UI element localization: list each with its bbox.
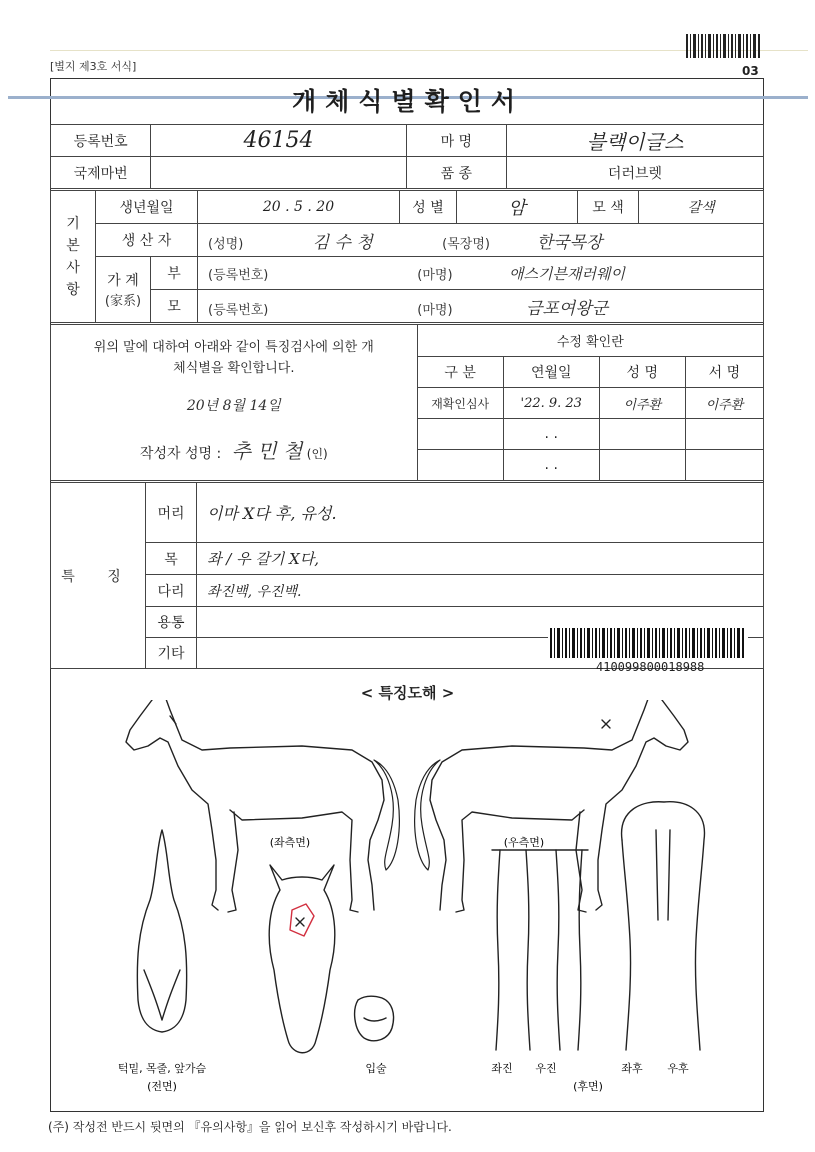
rev-header-sign: 서 명 bbox=[685, 357, 763, 388]
farm-value: 한국목장 bbox=[536, 232, 603, 253]
front-label: (전면) bbox=[147, 1080, 177, 1093]
writer-line bbox=[51, 435, 417, 464]
registration-table bbox=[50, 124, 764, 189]
item-barcode bbox=[548, 626, 748, 660]
producer-row bbox=[198, 224, 764, 257]
producer-sub-label: (성명) bbox=[208, 236, 244, 252]
fore-right-caption: 우진 bbox=[535, 1062, 557, 1075]
reg-number-label: 등록번호 bbox=[51, 125, 151, 157]
dam-label: 모 bbox=[151, 290, 198, 323]
right-side-caption: (우측면) bbox=[503, 836, 545, 849]
footer-note: (주) 작성전 반드시 뒷면의 『유의사항』을 읽어 보신후 작성하시기 바랍니다. bbox=[48, 1120, 452, 1134]
horse-right-side-icon bbox=[415, 700, 688, 912]
top-barcode-icon bbox=[686, 34, 762, 58]
confirm-table bbox=[50, 324, 764, 481]
rev-row3-name bbox=[599, 450, 685, 481]
rev-row1-name: 이주환 bbox=[599, 388, 685, 419]
horse-rear-view-icon bbox=[622, 802, 705, 1050]
hind-right-caption: 우후 bbox=[667, 1062, 689, 1075]
sire-reg-sub-label: (등록번호) bbox=[208, 267, 269, 283]
horse-left-side-icon bbox=[126, 700, 399, 912]
left-side-caption: (좌측면) bbox=[269, 836, 311, 849]
rev-row2-date: . . bbox=[503, 419, 599, 450]
diagram-title: < 특징도해 > bbox=[360, 684, 455, 702]
sire-row bbox=[198, 257, 764, 290]
dam-row bbox=[198, 290, 764, 323]
confirm-statement: 위의 말에 대하여 아래와 같이 특징검사에 의한 개체식별을 확인합니다. bbox=[93, 340, 374, 376]
family-label-cell bbox=[96, 257, 151, 323]
page-title: 개체식별확인서 bbox=[291, 87, 525, 116]
horse-lips-icon bbox=[355, 996, 394, 1041]
hind-left-caption: 좌후 bbox=[621, 1062, 643, 1075]
front-caption: 턱밑, 목줄, 앞가슴 bbox=[117, 1062, 207, 1075]
breed-label: 품 종 bbox=[406, 157, 506, 189]
rev-row3-sign bbox=[685, 450, 763, 481]
leg-label: 다리 bbox=[146, 575, 197, 607]
barcode-number: 410099800018988 bbox=[596, 660, 705, 674]
features-side-label: 특 징 bbox=[51, 483, 146, 669]
basic-info-table bbox=[50, 190, 764, 323]
neck-label: 목 bbox=[146, 543, 197, 575]
confirm-cell bbox=[51, 325, 418, 481]
family-label: 가 계 bbox=[107, 273, 139, 289]
writer-value: 추 민 철 bbox=[231, 439, 303, 463]
sire-label: 부 bbox=[151, 257, 198, 290]
intl-number-value bbox=[151, 157, 406, 189]
confirm-date: 20년 8월 14일 bbox=[186, 398, 281, 414]
writer-label: 작성자 성명 : bbox=[139, 446, 222, 462]
sex-value: 암 bbox=[457, 191, 578, 224]
intl-number-label: 국제마번 bbox=[51, 157, 151, 189]
page-number: 03 bbox=[742, 64, 759, 78]
rear-label: (후면) bbox=[573, 1080, 603, 1093]
horse-front-view-icon bbox=[137, 830, 186, 1032]
whorl-label: 용통 bbox=[146, 607, 197, 638]
farm-sub-label: (목장명) bbox=[442, 236, 490, 252]
etc-label: 기타 bbox=[146, 638, 197, 669]
dam-reg-sub-label: (등록번호) bbox=[208, 302, 269, 318]
birth-value: 20 . 5 . 20 bbox=[198, 191, 400, 224]
horse-name-value: 블랙이글스 bbox=[506, 125, 763, 157]
family-sub-label: (家系) bbox=[104, 294, 142, 309]
form-id: [별지 제3호 서식] bbox=[50, 60, 137, 73]
rev-row2-type bbox=[417, 419, 503, 450]
rev-row2-sign bbox=[685, 419, 763, 450]
basic-side-text: 기본사항 bbox=[66, 215, 80, 298]
rev-header-date: 연월일 bbox=[503, 357, 599, 388]
birth-label: 생년월일 bbox=[96, 191, 198, 224]
reg-number-value: 46154 bbox=[151, 125, 406, 157]
head-value: 이마 X다 후, 유성. bbox=[197, 483, 764, 543]
rev-header-type: 구 분 bbox=[417, 357, 503, 388]
rev-row3-date: . . bbox=[503, 450, 599, 481]
breed-value: 더러브렛 bbox=[506, 157, 763, 189]
producer-label: 생 산 자 bbox=[96, 224, 198, 257]
neck-value: 좌 / 우 갈기 X다, bbox=[197, 543, 764, 575]
color-label: 모 색 bbox=[578, 191, 639, 224]
producer-value: 김 수 청 bbox=[312, 232, 373, 253]
rev-row2-name bbox=[599, 419, 685, 450]
sire-name-value: 애스기븐재러웨이 bbox=[509, 264, 625, 283]
horse-head-front-icon bbox=[269, 865, 335, 1053]
rev-row1-sign: 이주환 bbox=[685, 388, 763, 419]
fore-left-caption: 좌진 bbox=[491, 1062, 513, 1075]
revision-title: 수정 확인란 bbox=[417, 325, 763, 357]
horse-diagram bbox=[52, 700, 764, 1110]
leg-value: 좌진백, 우진백. bbox=[197, 575, 764, 607]
sex-label: 성 별 bbox=[400, 191, 457, 224]
head-label: 머리 bbox=[146, 483, 197, 543]
writer-seal: (인) bbox=[306, 447, 328, 461]
lips-caption: 입술 bbox=[365, 1062, 387, 1075]
sire-name-sub-label: (마명) bbox=[417, 267, 453, 283]
horse-front-legs-icon bbox=[492, 850, 588, 1050]
basic-side-label bbox=[51, 191, 96, 323]
color-value: 갈색 bbox=[639, 191, 764, 224]
rev-row1-date: '22. 9. 23 bbox=[503, 388, 599, 419]
rev-row1-type: 재확인심사 bbox=[417, 388, 503, 419]
rev-row3-type bbox=[417, 450, 503, 481]
rev-header-name: 성 명 bbox=[599, 357, 685, 388]
dam-name-value: 금포여왕군 bbox=[525, 298, 609, 319]
dam-name-sub-label: (마명) bbox=[417, 302, 453, 318]
horse-name-label: 마 명 bbox=[406, 125, 506, 157]
